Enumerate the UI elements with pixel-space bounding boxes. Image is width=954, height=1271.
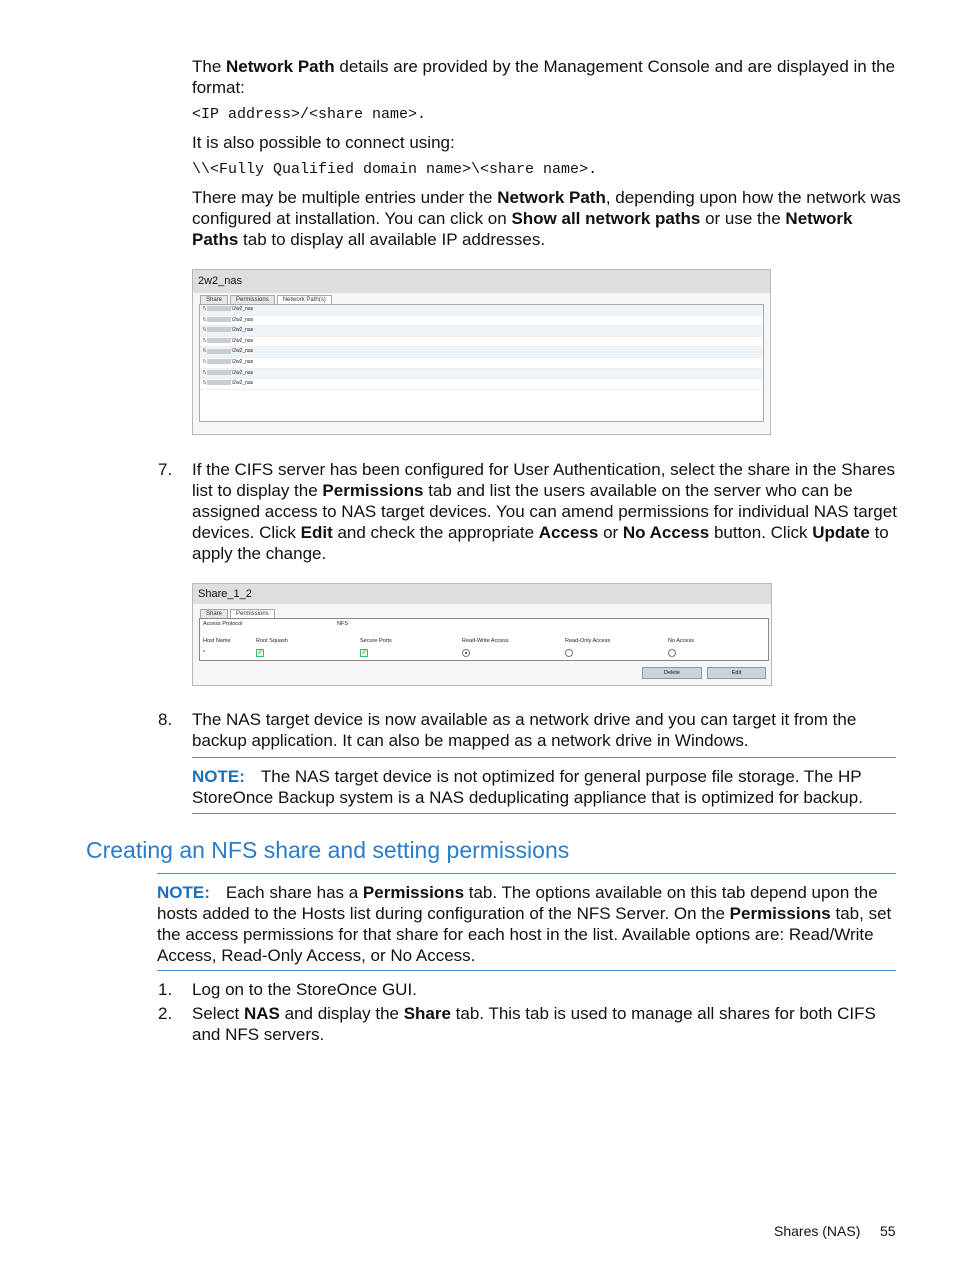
note-box: NOTE: The NAS target device is not optimized for general purpose file storage. The HP StoreOnce Backup system is a NAS deduplicating appliance that is optimized for backup. (192, 767, 863, 807)
section-heading: Creating an NFS share and setting permissions (86, 837, 570, 863)
column-secure-ports: Secure Ports (360, 638, 392, 644)
list-item: \\ \2w2_nas (200, 316, 763, 327)
tab-permissions[interactable]: Permissions (230, 609, 275, 618)
note-label: NOTE: (192, 767, 245, 786)
host-name-value: * (203, 650, 206, 656)
step-2-text: Select NAS and display the Share tab. This tab is used to manage all shares for both CIFS and NFS servers. (192, 1004, 876, 1044)
note-top-rule (192, 757, 896, 758)
screenshot-title: 2w2_nas (193, 270, 770, 293)
step-8-text: The NAS target device is now available as a network drive and you can target it from the backup application. It can also be mapped as a network drive in Windows. (192, 710, 857, 750)
page-number: 55 (880, 1223, 896, 1239)
network-path-screenshot (192, 269, 771, 435)
step-number: 7. (158, 460, 173, 479)
note-box: NOTE: Each share has a Permissions tab. The options available on this tab depend upon the hosts added to the Hosts list during configuration of the NFS Server. On the Permissions tab, set the access permissions for that share for each host in the list. Available options are: Read/Write Access, Read-Only Access, or No Access. (157, 883, 892, 965)
tab-share[interactable]: Share (200, 295, 228, 304)
code-fqdn-format: \\<Fully Qualified domain name>\<share name>. (192, 161, 598, 178)
column-no-access: No Access (668, 638, 694, 644)
paragraph-connect: It is also possible to connect using: (192, 133, 455, 152)
list-item: \\ \2w2_nas (200, 326, 763, 337)
list-item: \\ \2w2_nas (200, 347, 763, 358)
code-ip-format: <IP address>/<share name>. (192, 106, 427, 123)
access-protocol-value: NFS (337, 621, 348, 627)
list-item: \\ \2w2_nas (200, 358, 763, 369)
column-root-squash: Root Squash (256, 638, 288, 644)
permissions-screenshot (192, 583, 772, 686)
step-number: 1. (158, 980, 173, 999)
column-host-name: Host Name (203, 638, 231, 644)
network-path-list (199, 304, 764, 422)
edit-button[interactable]: Edit (707, 667, 766, 679)
screenshot-tabs (200, 609, 277, 618)
step-number: 2. (158, 1004, 173, 1023)
paragraph-network-path: The Network Path details are provided by the Management Console and are displayed in the format: (192, 57, 896, 97)
read-write-radio[interactable] (462, 649, 470, 657)
root-squash-checkbox[interactable]: ✓ (257, 650, 263, 656)
note-bottom-rule (192, 813, 896, 814)
tab-share[interactable]: Share (200, 609, 228, 618)
footer-section: Shares (NAS) (774, 1223, 861, 1239)
step-number: 8. (158, 710, 173, 729)
column-read-write: Read-Write Access (462, 638, 509, 644)
screenshot-title: Share_1_2 (193, 584, 771, 604)
step-7-text: If the CIFS server has been configured for User Authentication, select the share in the Shares list to display the Permissions tab and list the users available on the server who can be assigned access to NAS target devices. You can amend permissions for individual NAS target devices. Click Edit and check the appropriate Access or No Access button. Click Update to apply the change. (192, 460, 897, 563)
note-label: NOTE: (157, 883, 210, 902)
secure-ports-checkbox[interactable]: ✓ (361, 650, 367, 656)
no-access-radio[interactable] (668, 649, 676, 657)
permissions-grid (199, 618, 769, 661)
note-top-rule (157, 873, 896, 874)
list-item: \\ \2w2_nas (200, 305, 763, 316)
tab-permissions[interactable]: Permissions (230, 295, 275, 304)
delete-button[interactable]: Delete (642, 667, 702, 679)
list-item: \\ \2w2_nas (200, 337, 763, 348)
note-bottom-rule (157, 970, 896, 971)
tab-network-paths[interactable]: Network Path(s) (277, 295, 332, 304)
read-only-radio[interactable] (565, 649, 573, 657)
list-item: \\ \2w2_nas (200, 379, 763, 390)
column-read-only: Read-Only Access (565, 638, 611, 644)
screenshot-tabs (200, 295, 334, 304)
access-protocol-label: Access Protocol (203, 621, 243, 627)
paragraph-multiple-entries: There may be multiple entries under the Network Path, depending upon how the network was configured at installation. You can click on Show all network paths or use the Network Paths tab to display all available IP addresses. (192, 188, 901, 249)
step-1-text: Log on to the StoreOnce GUI. (192, 980, 417, 999)
list-item: \\ \2w2_nas (200, 369, 763, 380)
